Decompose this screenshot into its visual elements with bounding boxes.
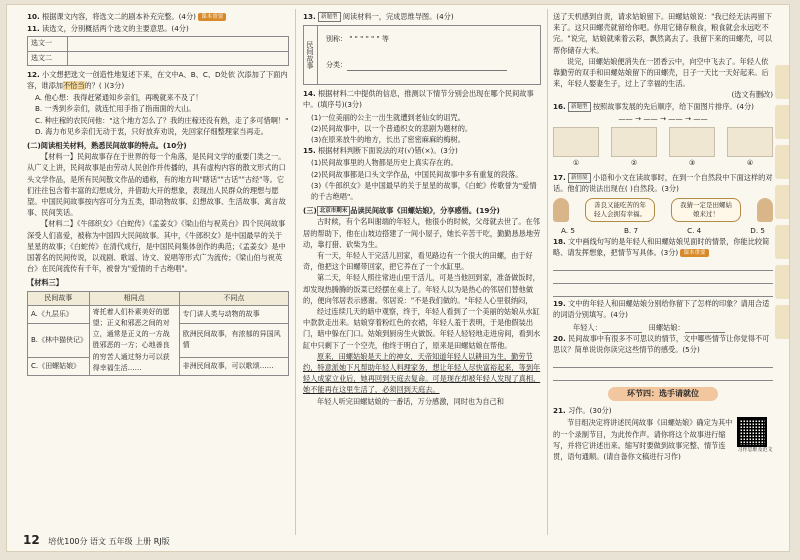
question-15: 15. 根据材料判断下面说法的对(√)错(×)。(3分) <box>303 146 458 156</box>
summary-table: 选文一 选文二 <box>27 36 289 65</box>
sequence-blanks[interactable]: —— → —— → —— → —— <box>618 113 708 123</box>
section-heading: (三) 北京市期末 品读民间故事《田螺姑娘》，分享感悟。(19分) <box>303 206 500 216</box>
column-middle <box>303 11 541 407</box>
section-band: 环节四：选手请就位 <box>608 387 718 401</box>
answer-cell[interactable] <box>68 51 289 65</box>
qr-code-icon[interactable] <box>737 417 767 447</box>
speech-bubble: 我猜一定是田螺姑娘来过！ <box>671 198 741 222</box>
dialogue-row <box>553 198 773 222</box>
option-b[interactable]: B. 一秀到乡亲们，就连忙用手指了指南面的大山。 <box>35 104 196 114</box>
alias-blanks[interactable]: " " " " " " 等 <box>349 35 389 44</box>
answer-line[interactable] <box>553 259 773 271</box>
answer-line[interactable] <box>553 369 773 381</box>
story-picture <box>611 127 657 157</box>
story-paragraph: 年轻人听完田螺姑娘的一番话，万分感激，同时也为自己和 <box>317 396 504 406</box>
statement-item[interactable]: (2)民间故事中，以一个普通织女的悲剧为题材的。 <box>311 123 473 133</box>
column-divider <box>295 9 296 535</box>
workbook-page <box>6 4 790 552</box>
source-note: (选文有删改) <box>731 90 773 100</box>
material-one: 【材料一】民间故事存在于世界的每一个角落，是民间文学的重要门类之一。从广义上讲，民间故事是由劳动人民创作并传播的，具有虚构内容的散文形式的口头文学作品，是所有民间散文作品的通称，有的地方叫"瞎话""古话""古经"等。它们往往包含着丰富的幻想成分，并借助大开的想象，表现出人民群众的理想与愿望。中国民间故事按内容可分为五类，即动物故事、幻想故事、生活故事、寓言故事、民间笑话。 <box>27 152 286 218</box>
option-c[interactable]: C. 种庄稼的农民问他："这个地方怎么了？我的庄稼还没有熟，走了多可惜啊！" <box>35 115 289 125</box>
column-left <box>27 11 289 379</box>
judge-item[interactable]: (3)《牛郎织女》是中国最早的关于星星的故事，《白蛇》传歌誉为"爱情的千古绝唱"。 <box>311 180 537 202</box>
book-info: 培优100分 语文 五年级 上册 RJ版 <box>48 537 170 546</box>
story-picture <box>669 127 715 157</box>
story-paragraph: 说完，田螺姑娘便消失在一团香云中，向空中飞去了。年轻人依靠勤劳的双手和田螺姑娘留下的田螺壳，日子一天比一天好起来。后来，年轻人娶妻生子，过上了幸福的生活。 <box>553 56 769 89</box>
section-heading: (二)阅读相关材料，熟悉民间故事的特点。(10分) <box>27 141 187 151</box>
story-paragraph: 古时候，有个名叫谢端的年轻人，他很小的时候，父母就去世了。在邻居的帮助下，他在山坡边搭建了一间小屋子，她长辛苦干吃，勤勤恳恳地劳动，靠打猎、砍柴为生。 <box>303 217 541 249</box>
answer-options <box>553 225 773 236</box>
statement-item[interactable]: (1)一位美丽的公主一出生就遭到老仙女的诅咒。 <box>311 112 465 122</box>
page-footer <box>23 533 170 547</box>
category-blank[interactable] <box>347 63 507 71</box>
tag-badge: 课本重要 <box>198 13 226 21</box>
statement-item[interactable]: (3)在原来放牛的地方，长出了密密麻麻的梅树。 <box>311 135 465 145</box>
question-21: 21. 习作。(30分) <box>553 406 612 416</box>
mind-map: 民间故事 别称： " " " " " " 等 分类： <box>303 25 541 85</box>
child-figure <box>553 198 569 222</box>
question-10: 10. 根据课文内容，将选文二的剧本补充完整。(4分) 课本重要 <box>27 11 289 22</box>
story-paragraph: 原来，田螺姑娘是天上的神女，天帝知道年轻人以耕田为生，勤劳节约，特意派她下凡帮助年轻人料理家务，想让年轻人尽快富裕起来，等到年轻人成家立业后，她再回到天庭去复命。可是现在却被年轻人发现了真相，她不能再在这里生活了，必须回到天庭去。 <box>303 351 541 395</box>
story-paragraph: 送了天机感到自责，请求姑娘留下。田螺姑娘说："我已经无法再留下来了。这只田螺壳就留给你吧。你用它储存粮食，粮食就会永远吃不完。"说完，姑娘就乘着云彩，飘然离去了。我留下来的田螺壳，可以帮你储存大米。 <box>553 12 772 55</box>
material-two: 【材料二】《牛郎织女》《白蛇传》《孟姜女》《梁山伯与祝英台》四个民间故事深受人们喜爱，被称为中国四大民间故事。其中，《牛郎织女》是中国最早的关于星星的故事；《白蛇传》在清代成行，是中国民间集体创作的典范；《孟姜女》是中国著名的民间传说，以戏剧、歌谣、诗文、说唱等形式广为流传；《梁山伯与祝英台》在民间流传有千年，被誉为"爱情的千古绝唱"。 <box>27 219 286 274</box>
judge-item[interactable]: (1)民间故事里的人物都是历史上真实存在的。 <box>311 158 458 168</box>
question-16: 16. 新题型 按照故事发展的先后顺序，给下面图片排序。(4分) <box>553 101 754 111</box>
answer-cell[interactable] <box>68 37 289 51</box>
option-c[interactable]: C. 4 <box>687 225 702 235</box>
question-19: 19. 文中的年轻人和田螺姑娘分别给你留下了怎样的印象？请用合适的词语分别填写。(4分) <box>553 299 770 320</box>
material-three-label: 【材料三】 <box>27 278 63 288</box>
question-12: 12. 小文想把选文一创造性地复述下来，在文中A、B、C、D处依 次添加了下面内容，谁添加不恰当的？( )(3分) <box>27 69 288 91</box>
page-number: 12 <box>23 533 40 547</box>
question-18: 18. 文中画线句写的是年轻人和田螺姑娘见面时的情景，你能比较简略、请发挥想象，把情节写具体。(3分) 课本重要 <box>553 236 770 258</box>
comparison-table: 民间故事 相同点 不同点 A.《九层乐》 寄托着人们朴素美好的愿望；正义和邪恶之间的对立，通常是正义的一方战胜邪恶的一方；心地善良的穷苦人通过努力可以获得幸福生活…… 专门讲人类与动物的故事 B.《林中猫侠记》 欧洲民间故事，有浓郁的异国风情 C.《田螺姑娘》 非洲民间故事，可以歌颂…… <box>27 291 289 376</box>
question-14: 14. 根据材料二中提供的信息，推测以下情节分别会出现在哪个民间故事中。(填序号)(3分) <box>303 89 534 110</box>
speech-bubble: 善良又能吃苦的年轻人会拥有幸福。 <box>585 198 655 222</box>
answer-line[interactable] <box>553 356 773 368</box>
option-d[interactable]: D. 5 <box>750 225 765 235</box>
story-paragraph: 有一天，年轻人干完活儿回家，看见路边有一个很大的田螺，由于好奇，他把这个田螺带回家，把它养在了一个水缸里。 <box>303 251 533 272</box>
option-a[interactable]: A. 他心想：我得赶紧通知乡亲们，再晚就来不及了！ <box>35 93 203 103</box>
column-right: 送了天机感到自责，请求姑娘留下。田螺姑娘说："我已经无法再留下来了。这只田螺壳就留给你吧。你用它储存粮食，粮食就会永远吃不完。"说完，姑娘就乘着云彩，飘然离去了。我留下来的田螺壳，可以帮你储存大米。 说完，田螺姑娘便消失在一团香云中，向空中飞去了。年轻人依靠勤劳的双手和田螺姑娘留下的田螺壳，日子一天比一天好起来。后来，年轻人娶妻生子，过上了幸福的生活。 (选文有删改) 16. 新题型 按照故事发展的先后顺序，给下面图片排序。(4分) —— → —— → —— → —— ① ② ③ ④ 17. 新情境 小语和小文在读故事时，在到一个自然段中下面这样的对话。他们的说法出现在( )自然段。(3分) 善良又能吃苦的年轻人会拥有幸福。 我猜一定是田螺姑娘来过！ A. 5 B. 7 C. 4 D. 5 18. 文中画线句写的是年轻人和田螺姑娘见面时的情景，你能比较简略、请发挥想象，把情节写具体。(3分) 课本重要 19. 文中的年轻人和田螺姑娘分别给你留下了怎样的印象？请用合适的词语分别填写。(4分) 年轻人： 田螺姑娘： 20. 民间故事中有很多不可思议的情节，文中哪些情节让你觉得不可思议？简单说说你读完这些情节的感受。(5分) 环节四：选手请就位 21. 习作。(30分) 节目组决定将讲述民间故事《田螺姑娘》确定为其中的一个录制节目，为此传作声。请你将这个故事进行缩写，并将它讲述出来。缩写时要做到故事完整、情节连贯，语句通顺。(请自备你文稿进行习作) 习作思维及范文 <box>553 12 773 462</box>
story-paragraph: 经过连续几天的暗中观察，终于，年轻人看到了一个美丽的姑娘从水缸中款款走出来。姑娘穿着粉红色的衣裙，年轻人羞于表明，于是他假装出门，暗中躲在门口。姑娘到厨房生火做饭。年轻人轻轻地走进房间，看到水缸中只剩下了一个空壳，他终于明白了，原来是田螺姑娘在帮他。 <box>303 307 541 350</box>
question-11: 11. 读选文，分别概括两个选文的主要意思。(4分) <box>27 24 189 34</box>
side-tabs <box>775 65 789 345</box>
option-d[interactable]: D. 海力布见乡亲们无动于衷，只好放弃劝说，先回家仔细整理家当再走。 <box>35 126 268 136</box>
question-20: 20. 民间故事中有很多不可思议的情节，文中哪些情节让你觉得不可思议？简单说说你读完这些情节的感受。(5分) <box>553 333 770 355</box>
option-a[interactable]: A. 5 <box>561 225 575 235</box>
child-figure <box>757 198 773 222</box>
answer-line[interactable] <box>553 285 773 297</box>
option-b[interactable]: B. 7 <box>623 225 639 235</box>
question-13: 13. 新题型 阅读材料一，完成思维导图。(4分) <box>303 12 454 21</box>
writing-task: 节目组决定将讲述民间故事《田螺姑娘》确定为其中的一个录制节目，为此传作声。请你将这个故事进行缩写，并将它讲述出来。缩写时要做到故事完整、情节连贯，语句通顺。(请自备你文稿进行习作) <box>553 418 733 462</box>
question-17: 17. 新情境 小语和小文在读故事时，在到一个自然段中下面这样的对话。他们的说法出现在( )自然段。(3分) <box>553 173 773 194</box>
snail-girl-blank[interactable] <box>685 325 725 333</box>
judge-item[interactable]: (2)民间故事都是口头文学作品，中国民间故事中多有重复的段落。 <box>311 169 523 179</box>
story-paragraph: 第二天，年轻人照往常进山里干活儿，可是当他回到家，准备做饭时，却发现热腾腾的饭菜已经摆在桌上了。年轻人以为是热心的邻居们替他做的，便向邻居表示感谢。邻居说："不是我们做的。"年轻人心里很纳闷， <box>303 273 540 305</box>
picture-row: ① ② ③ ④ <box>553 127 773 169</box>
answer-line[interactable] <box>553 272 773 284</box>
column-divider <box>547 9 548 535</box>
young-man-blank[interactable] <box>602 325 642 333</box>
story-picture <box>727 127 773 157</box>
story-picture <box>553 127 599 157</box>
